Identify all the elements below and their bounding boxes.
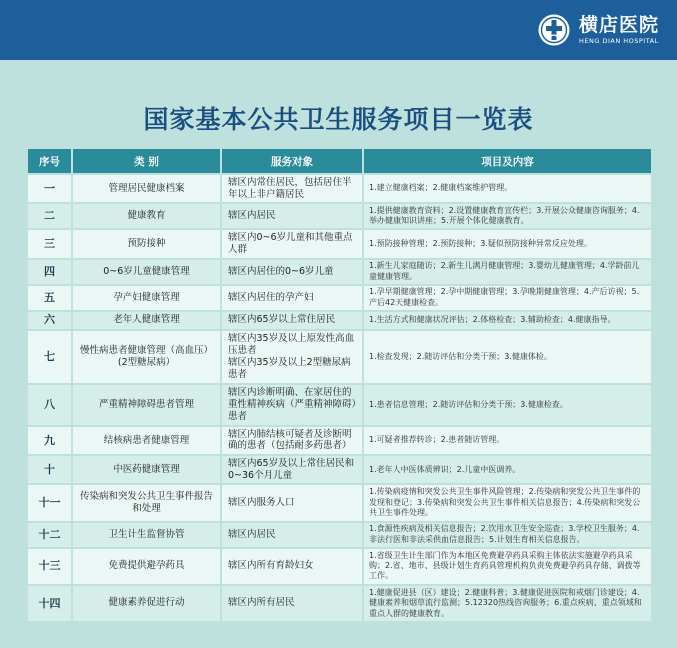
hospital-name-en: HENG DIAN HOSPITAL — [578, 36, 659, 45]
row-number: 二 — [28, 204, 71, 228]
row-category: 健康教育 — [73, 204, 220, 228]
row-content: 1.检查发现；2.随访评估和分类干预；3.健康体检。 — [364, 331, 651, 383]
row-target: 辖区内所有居民 — [222, 586, 362, 621]
table-row — [28, 230, 651, 257]
row-content: 1.建立健康档案；2.健康档案维护管理。 — [364, 175, 651, 202]
header-bar — [0, 0, 677, 60]
row-category: 结核病患者健康管理 — [73, 427, 220, 454]
row-category: 预防接种 — [73, 230, 220, 257]
row-number: 十一 — [28, 485, 71, 520]
row-category: 中医药健康管理 — [73, 456, 220, 483]
row-content: 1.可疑者推荐转诊；2.患者随访管理。 — [364, 427, 651, 454]
row-number: 三 — [28, 230, 71, 257]
table-row — [28, 175, 651, 202]
row-content: 1.预防接种管理；2.预防接种；3.疑似预防接种异常反应处理。 — [364, 230, 651, 257]
row-content: 1.患者信息管理；2.随访评估和分类干预；3.健康检查。 — [364, 385, 651, 425]
row-category: 传染病和突发公共卫生事件报告和处理 — [73, 485, 220, 520]
row-content: 1.传染病疫情和突发公共卫生事件风险管理；2.传染病和突发公共卫生事件的发现和登记；3.传染病和突发公共卫生事件相关信息报告；4.传染病和突发公共卫生事件处理。 — [364, 485, 651, 520]
table-row — [28, 456, 651, 483]
header-category: 类 别 — [73, 149, 220, 173]
row-target: 辖区内0~6岁儿童和其他重点人群 — [222, 230, 362, 257]
row-number: 一 — [28, 175, 71, 202]
row-number: 八 — [28, 385, 71, 425]
table-row — [28, 485, 651, 520]
row-content: 1.提供健康教育资料；2.设置健康教育宣传栏；3.开展公众健康咨询服务；4.举办健康知识讲座；5.开展个体化健康教育。 — [364, 204, 651, 228]
table-body — [28, 175, 651, 621]
header-number: 序号 — [28, 149, 71, 173]
row-category: 管理居民健康档案 — [73, 175, 220, 202]
table-row — [28, 312, 651, 329]
row-number: 十二 — [28, 523, 71, 547]
hospital-name-cn: 横店医院 — [578, 13, 659, 36]
row-number: 七 — [28, 331, 71, 383]
row-content: 1.食源性疾病及相关信息报告；2.饮用水卫生安全巡查；3.学校卫生服务；4.非法行医和非法采供血信息报告；5.计划生育相关信息报告。 — [364, 523, 651, 547]
row-number: 十三 — [28, 549, 71, 584]
row-target: 辖区内所有育龄妇女 — [222, 549, 362, 584]
row-number: 五 — [28, 286, 71, 310]
service-table — [26, 147, 653, 623]
hospital-logo — [537, 10, 659, 50]
header-target: 服务对象 — [222, 149, 362, 173]
row-content: 1.孕早期健康管理；2.孕中期健康管理；3.孕晚期健康管理；4.产后访视；5.产后42天健康检查。 — [364, 286, 651, 310]
row-number: 六 — [28, 312, 71, 329]
table-row — [28, 523, 651, 547]
row-content: 1.生活方式和健康状况评估；2.体格检查；3.辅助检查；4.健康指导。 — [364, 312, 651, 329]
row-category: 老年人健康管理 — [73, 312, 220, 329]
row-number: 十四 — [28, 586, 71, 621]
row-target: 辖区内35岁及以上原发性高血压患者 辖区内35岁及以上2型糖尿病患者 — [222, 331, 362, 383]
row-target: 辖区内65岁以上常住居民 — [222, 312, 362, 329]
table-row — [28, 331, 651, 383]
row-content: 1.省级卫生计生部门作为本地区免费避孕药具采购主体依法实施避孕药具采购；2.省、地市、县级计划生育药具管理机构负责免费避孕药具存储、调拨等工作。 — [364, 549, 651, 584]
row-number: 四 — [28, 260, 71, 284]
row-content: 1.老年人中医体质辨识；2.儿童中医调养。 — [364, 456, 651, 483]
table-header-row — [28, 149, 651, 173]
row-target: 辖区内居民 — [222, 204, 362, 228]
page-title: 国家基本公共卫生服务项目一览表 — [143, 105, 534, 134]
row-target: 辖区内肺结核可疑者及诊断明确的患者（包括耐多药患者） — [222, 427, 362, 454]
row-number: 十 — [28, 456, 71, 483]
header-content: 项目及内容 — [364, 149, 651, 173]
row-target: 辖区内65岁及以上常住居民和0~36个月儿童 — [222, 456, 362, 483]
table-row — [28, 260, 651, 284]
row-target: 辖区内居民 — [222, 523, 362, 547]
row-category: 免费提供避孕药具 — [73, 549, 220, 584]
row-category: 孕产妇健康管理 — [73, 286, 220, 310]
row-category: 0~6岁儿童健康管理 — [73, 260, 220, 284]
table-row — [28, 286, 651, 310]
row-number: 九 — [28, 427, 71, 454]
row-content: 1.新生儿家庭随访；2.新生儿满月健康管理；3.婴幼儿健康管理；4.学龄前儿童健康管理。 — [364, 260, 651, 284]
row-target: 辖区内居住的孕产妇 — [222, 286, 362, 310]
row-category: 严重精神障碍患者管理 — [73, 385, 220, 425]
table-row — [28, 549, 651, 584]
row-target: 辖区内居住的0~6岁儿童 — [222, 260, 362, 284]
row-target: 辖区内服务人口 — [222, 485, 362, 520]
row-category: 卫生计生监督协管 — [73, 523, 220, 547]
row-category: 健康素养促进行动 — [73, 586, 220, 621]
service-table-container — [26, 147, 651, 623]
row-category: 慢性病患者健康管理（高血压）(2型糖尿病） — [73, 331, 220, 383]
row-target: 辖区内常住居民，包括居住半年以上非户籍居民 — [222, 175, 362, 202]
table-row — [28, 586, 651, 621]
table-row — [28, 204, 651, 228]
row-target: 辖区内诊断明确、在家居住的重性精神疾病（严重精神障碍）患者 — [222, 385, 362, 425]
hospital-emblem-icon — [537, 13, 571, 47]
row-content: 1.健康促进县（区）建设；2.健康科普；3.健康促进医院和戒烟门诊建设；4.健康素养和烟草流行监测；5.12320热线咨询服务；6.重点疾病、重点领域和重点人群的健康教育。 — [364, 586, 651, 621]
table-row — [28, 427, 651, 454]
table-row — [28, 385, 651, 425]
